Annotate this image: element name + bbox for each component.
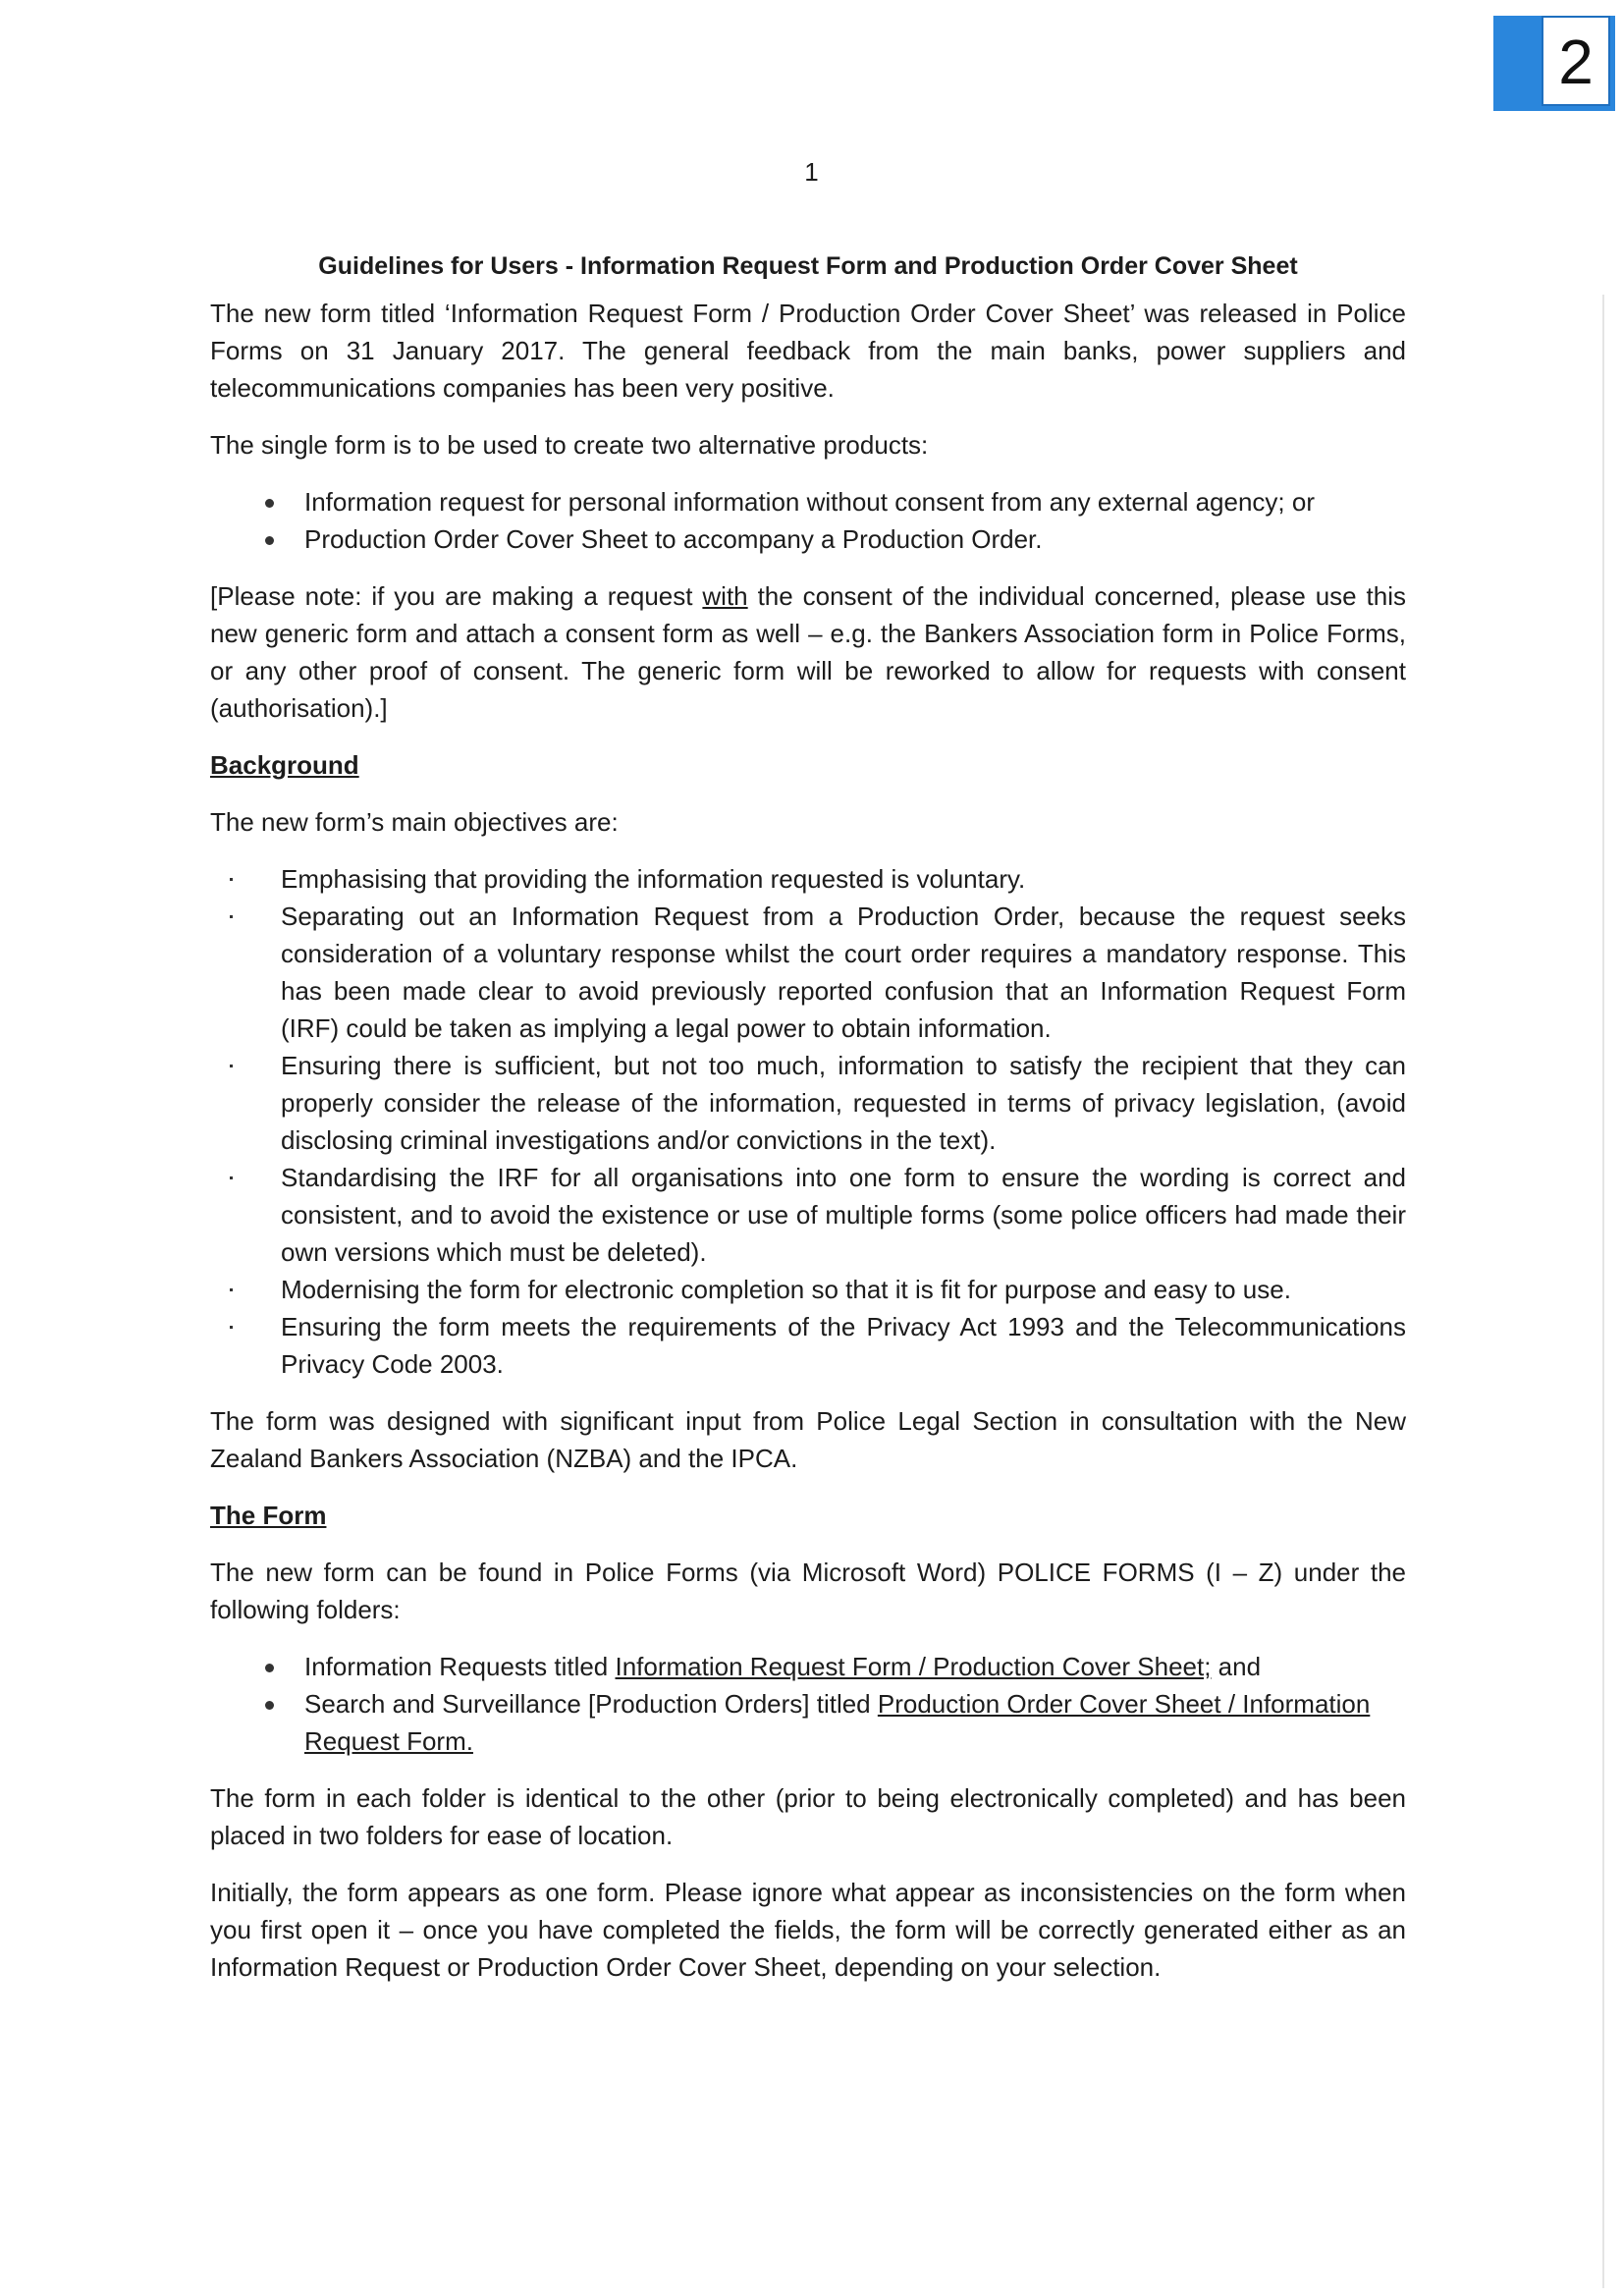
page-number: 1	[804, 157, 819, 187]
the-form-heading: The Form	[210, 1501, 327, 1530]
list-item	[210, 1648, 1406, 1685]
list-item: Ensuring there is sufficient, but not too much, information to satisfy the recipient that they can properly consider the release of the information, requested in terms of privacy legislation, (avoid disclosing criminal investigations and/or convictions in the text).	[210, 1047, 1406, 1159]
document-title: Guidelines for Users - Information Request Form and Production Order Cover Sheet	[318, 252, 1298, 280]
list-item: Modernising the form for electronic completion so that it is fit for purpose and easy to use.	[210, 1271, 1406, 1308]
background-heading: Background	[210, 750, 359, 780]
products-list	[210, 483, 1406, 558]
objectives-list	[210, 860, 1406, 1383]
initial-appearance-paragraph: Initially, the form appears as one form. Please ignore what appear as inconsistencies on the form when you first open it – once you have completed the fields, the form will be correctly generated either as an Information Request or Production Order Cover Sheet, depending on your selection.	[210, 1878, 1406, 1982]
list-item: Ensuring the form meets the requirements of the Privacy Act 1993 and the Telecommunications Privacy Code 2003.	[210, 1308, 1406, 1383]
tab-number: 2	[1542, 16, 1610, 106]
list-item: Emphasising that providing the information requested is voluntary.	[210, 860, 1406, 898]
objectives-intro: The new form’s main objectives are:	[210, 807, 619, 837]
note-underlined-word: with	[702, 581, 748, 611]
list-item: Standardising the IRF for all organisations into one form to ensure the wording is correct and consistent, and to avoid the existence or use of multiple forms (some police officers had made their own versions which must be deleted).	[210, 1159, 1406, 1271]
note-text-before: [Please note: if you are making a request	[210, 581, 703, 611]
folder-form-title: Production Order Cover Sheet / Information Request Form.	[304, 1689, 1371, 1756]
form-location-paragraph: The new form can be found in Police Forms (via Microsoft Word) POLICE FORMS (I – Z) under the following folders:	[210, 1558, 1406, 1624]
folders-list	[210, 1648, 1406, 1760]
folder-text: Information Requests titled	[304, 1652, 616, 1681]
list-item: Separating out an Information Request from a Production Order, because the request seeks consideration of a voluntary response whilst the court order requires a mandatory response. This has been made clear to avoid previously reported confusion that an Information Request Form (IRF) could be taken as implying a legal power to obtain information.	[210, 898, 1406, 1047]
folder-text: Search and Surveillance [Production Orders] titled	[304, 1689, 878, 1719]
list-item: Information request for personal information without consent from any external agency; or	[210, 483, 1406, 520]
document-body	[210, 247, 1406, 2005]
list-item: Production Order Cover Sheet to accompany a Production Order.	[210, 520, 1406, 558]
page-edge-line	[1602, 295, 1604, 2288]
folder-text-after: and	[1211, 1652, 1262, 1681]
section-tab	[1493, 16, 1615, 111]
single-form-intro: The single form is to be used to create two alternative products:	[210, 430, 929, 460]
list-item	[210, 1685, 1406, 1760]
identical-form-paragraph: The form in each folder is identical to the other (prior to being electronically completed) and has been placed in two folders for ease of location.	[210, 1783, 1406, 1850]
intro-paragraph: The new form titled ‘Information Request Form / Production Order Cover Sheet’ was released in Police Forms on 31 January 2017. The general feedback from the main banks, power suppliers and telecommunications companies has been very positive.	[210, 299, 1406, 403]
design-paragraph: The form was designed with significant input from Police Legal Section in consultation with the New Zealand Bankers Association (NZBA) and the IPCA.	[210, 1406, 1406, 1473]
folder-form-title: Information Request Form / Production Cover Sheet;	[615, 1652, 1212, 1681]
note-text-after: the consent of the individual concerned, please use this new generic form and attach a consent form as well – e.g. the Bankers Association form in Police Forms, or any other proof of consent. The generic form will be reworked to allow for requests with consent (authorisation).]	[210, 581, 1406, 723]
note-paragraph	[210, 577, 1406, 727]
